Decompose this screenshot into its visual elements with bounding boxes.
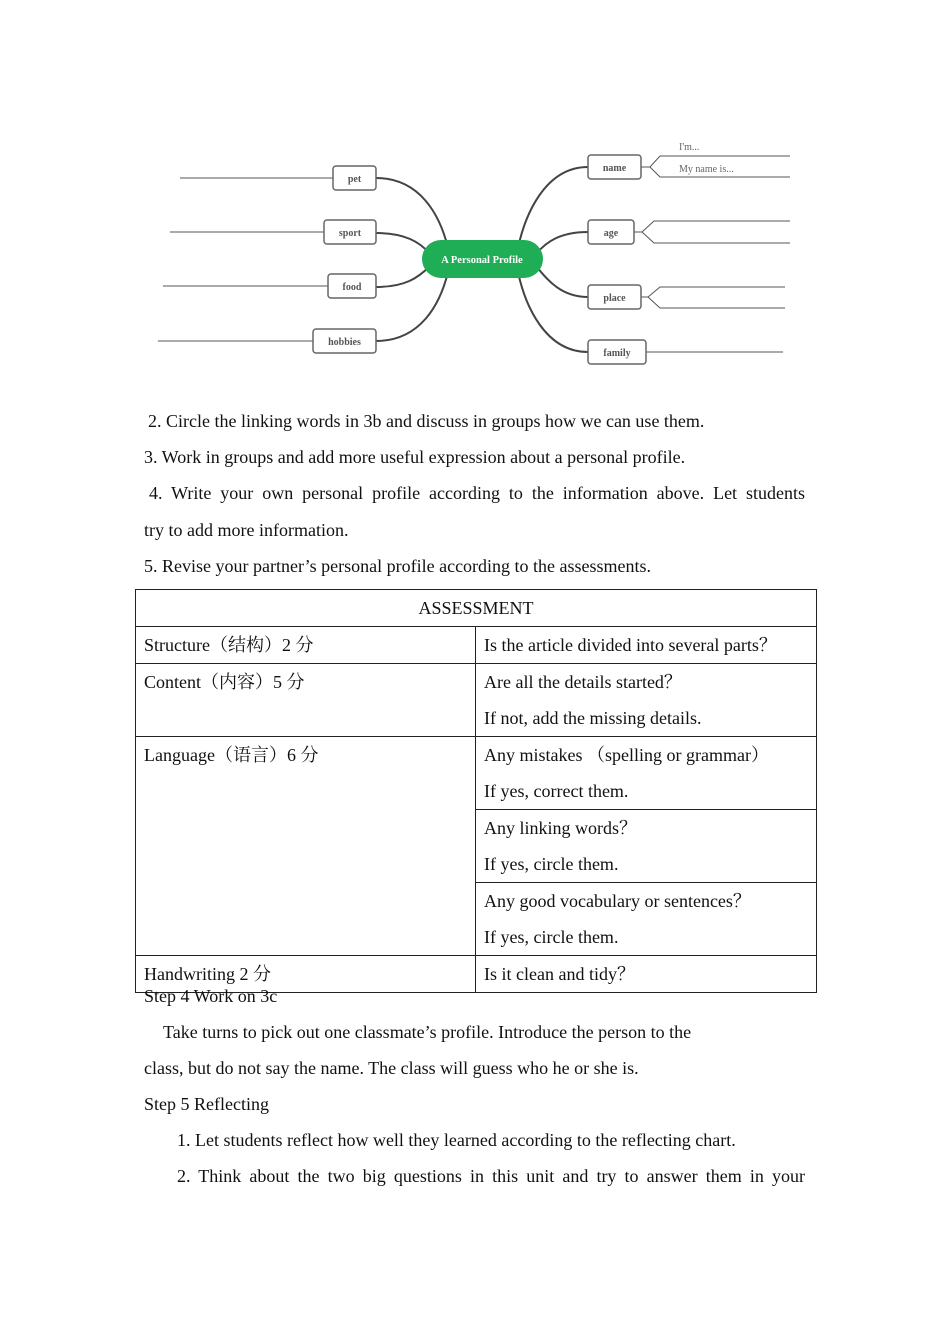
handwriting-question: Is it clean and tidy？ bbox=[476, 956, 817, 993]
language-q2a: Any linking words？ bbox=[484, 818, 637, 838]
mind-map-center-label: A Personal Profile bbox=[441, 255, 523, 266]
node-sport: sport bbox=[338, 228, 362, 239]
node-name: name bbox=[602, 163, 627, 174]
content-questions bbox=[476, 664, 817, 737]
content-question-2: If not, add the missing details. bbox=[484, 708, 702, 728]
step4-line2: class, but do not say the name. The class will guess who he or she is. bbox=[144, 1058, 639, 1078]
step-item-4-line2: try to add more information. bbox=[144, 520, 349, 540]
name-hint-im: I'm... bbox=[679, 142, 700, 153]
language-q1b: If yes, correct them. bbox=[484, 781, 629, 801]
table-row bbox=[136, 664, 817, 737]
step4-title: Step 4 Work on 3c bbox=[144, 986, 278, 1006]
step-item-5: 5. Revise your partner’s personal profile according to the assessments. bbox=[144, 556, 652, 576]
node-hobbies: hobbies bbox=[328, 337, 361, 348]
node-place: place bbox=[603, 293, 626, 304]
assessment-title: ASSESSMENT bbox=[136, 590, 817, 627]
language-question-linking bbox=[476, 810, 817, 883]
node-age: age bbox=[603, 228, 619, 239]
content-label: Content（内容）5 分 bbox=[136, 664, 476, 737]
step-item-3: 3. Work in groups and add more useful expression about a personal profile. bbox=[144, 447, 686, 467]
language-question-mistakes bbox=[476, 737, 817, 810]
language-q3a: Any good vocabulary or sentences？ bbox=[484, 891, 751, 911]
step-item-2: 2. Circle the linking words in 3b and discuss in groups how we can use them. bbox=[148, 411, 705, 431]
node-food: food bbox=[342, 282, 362, 293]
step5-title: Step 5 Reflecting bbox=[144, 1094, 269, 1114]
language-q1a: Any mistakes （spelling or grammar） bbox=[484, 745, 769, 765]
structure-question: Is the article divided into several parts？ bbox=[476, 627, 817, 664]
node-pet: pet bbox=[347, 174, 362, 185]
language-q3b: If yes, circle them. bbox=[484, 927, 619, 947]
personal-profile-mind-map bbox=[0, 0, 950, 400]
step4-line1: Take turns to pick out one classmate’s profile. Introduce the person to the bbox=[163, 1022, 692, 1042]
step5-item1: 1. Let students reflect how well they learned according to the reflecting chart. bbox=[177, 1130, 736, 1150]
content-question-1: Are all the details started？ bbox=[484, 672, 682, 692]
language-question-vocabulary bbox=[476, 883, 817, 956]
table-row bbox=[136, 627, 817, 664]
table-row bbox=[136, 737, 817, 810]
language-q2b: If yes, circle them. bbox=[484, 854, 619, 874]
language-label: Language（语言）6 分 bbox=[136, 737, 476, 956]
assessment-table bbox=[135, 589, 817, 993]
structure-label: Structure（结构）2 分 bbox=[136, 627, 476, 664]
step-item-4-line1: 4. Write your own personal profile according to the information above. Let students bbox=[149, 483, 805, 503]
handwriting-label: Handwriting 2 分 bbox=[136, 956, 476, 993]
name-hint-my-name: My name is... bbox=[679, 164, 734, 175]
node-family: family bbox=[603, 348, 631, 359]
step5-item2: 2. Think about the two big questions in this unit and try to answer them in your bbox=[177, 1166, 805, 1186]
